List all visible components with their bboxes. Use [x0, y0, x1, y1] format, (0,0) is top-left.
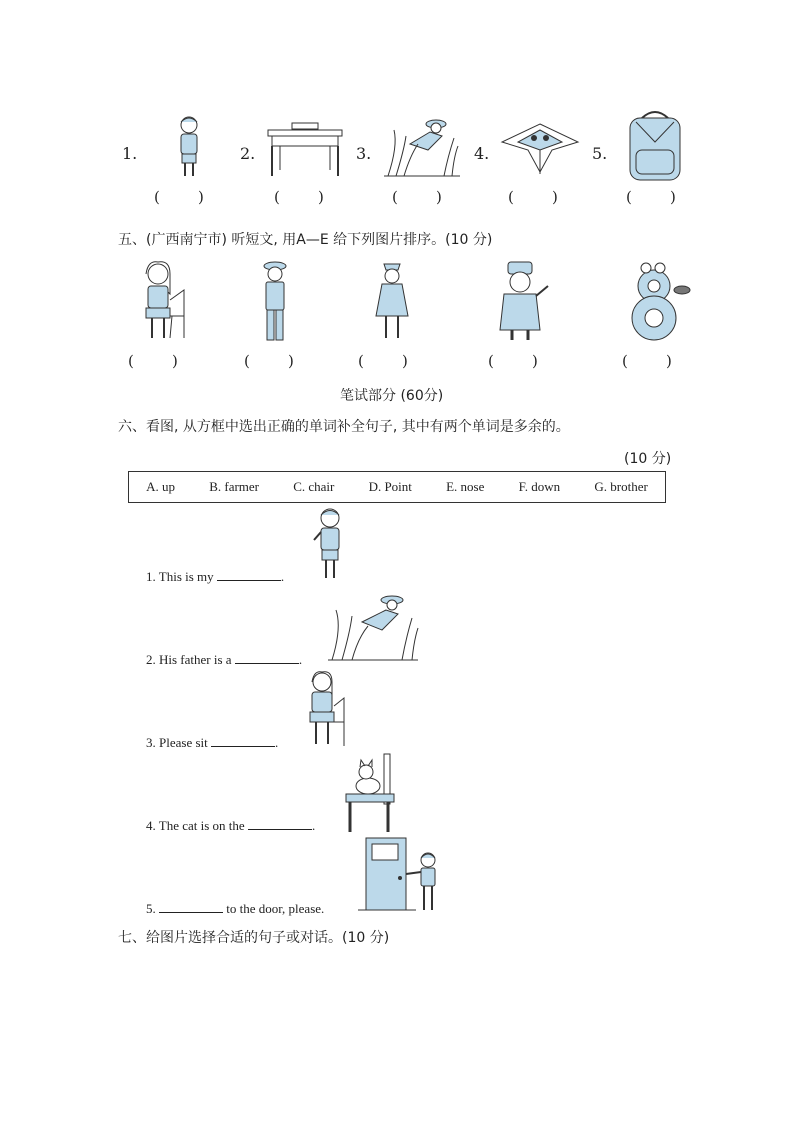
girl-sitting-picture	[306, 670, 346, 748]
sentence-2-text: 2. His father is a	[146, 652, 235, 667]
answer-paren-5-1[interactable]: ( )	[128, 352, 178, 370]
sentence-1	[146, 569, 284, 585]
sentence-5-blank[interactable]	[159, 901, 223, 913]
sentence-5-text: 5.	[146, 901, 159, 916]
section6-score: (10 分)	[624, 451, 672, 467]
sentence-4-blank[interactable]	[248, 818, 312, 830]
sentence-1-text: 1. This is my	[146, 569, 217, 584]
word-option-b: B. farmer	[209, 479, 259, 494]
sentence-4	[146, 818, 315, 834]
kite-picture	[500, 120, 580, 176]
item-number-3: 3.	[356, 144, 372, 163]
word-option-g: G. brother	[594, 479, 648, 494]
item-number-1: 1.	[122, 144, 138, 163]
sentence-1-blank[interactable]	[217, 569, 281, 581]
sentence-2-blank[interactable]	[235, 652, 299, 664]
written-part-title: 笔试部分 (60分)	[340, 388, 444, 404]
word-option-d: D. Point	[368, 479, 412, 494]
answer-paren-5-3[interactable]: ( )	[358, 352, 408, 370]
answer-paren-5-4[interactable]: ( )	[488, 352, 538, 370]
item-number-5: 5.	[592, 144, 608, 163]
policeman-picture	[258, 260, 292, 344]
cat-on-chair-picture	[344, 752, 400, 834]
item-number-2: 2.	[240, 144, 256, 163]
sentence-3-text: 3. Please sit	[146, 735, 211, 750]
girl-chair-picture	[140, 260, 190, 342]
answer-paren-4-5[interactable]: ( )	[626, 188, 676, 206]
sentence-5	[146, 901, 324, 917]
backpack-picture	[624, 108, 686, 184]
sentence-1-end: .	[280, 569, 285, 584]
doctor-picture	[494, 260, 550, 344]
answer-paren-4-3[interactable]: ( )	[392, 188, 442, 206]
sentence-3-end: .	[275, 735, 279, 750]
sentence-5-end: to the door, please.	[223, 901, 325, 916]
sentence-3	[146, 735, 278, 751]
word-option-e: E. nose	[446, 479, 485, 494]
sentence-2-end: .	[298, 652, 303, 667]
sentence-2	[146, 652, 302, 668]
section7-heading: 七、给图片选择合适的句子或对话。(10 分)	[118, 930, 390, 946]
answer-paren-5-5[interactable]: ( )	[622, 352, 672, 370]
boy-picture	[172, 114, 206, 180]
answer-paren-4-1[interactable]: ( )	[154, 188, 204, 206]
word-option-a: A. up	[146, 479, 175, 494]
answer-paren-4-4[interactable]: ( )	[508, 188, 558, 206]
word-option-c: C. chair	[293, 479, 335, 494]
boy-pointing-door-picture	[358, 836, 444, 916]
section6-heading: 六、看图, 从方框中选出正确的单词补全句子, 其中有两个单词是多余的。	[118, 419, 570, 435]
sentence-4-text: 4. The cat is on the	[146, 818, 248, 833]
section5-heading: 五、(广西南宁市) 听短文, 用A—E 给下列图片排序。(10 分)	[118, 232, 493, 248]
answer-paren-5-2[interactable]: ( )	[244, 352, 294, 370]
farmer-field-picture	[328, 592, 418, 664]
sentence-4-end: .	[311, 818, 316, 833]
answer-paren-4-2[interactable]: ( )	[274, 188, 324, 206]
farmer-picture	[384, 116, 460, 180]
sentence-3-blank[interactable]	[211, 735, 275, 747]
number-eight-picture	[626, 258, 690, 344]
word-option-f: F. down	[518, 479, 561, 494]
brother-picture	[312, 506, 348, 582]
item-number-4: 4.	[474, 144, 490, 163]
desk-picture	[266, 120, 344, 178]
word-bank	[128, 471, 666, 503]
nurse-picture	[372, 260, 412, 342]
